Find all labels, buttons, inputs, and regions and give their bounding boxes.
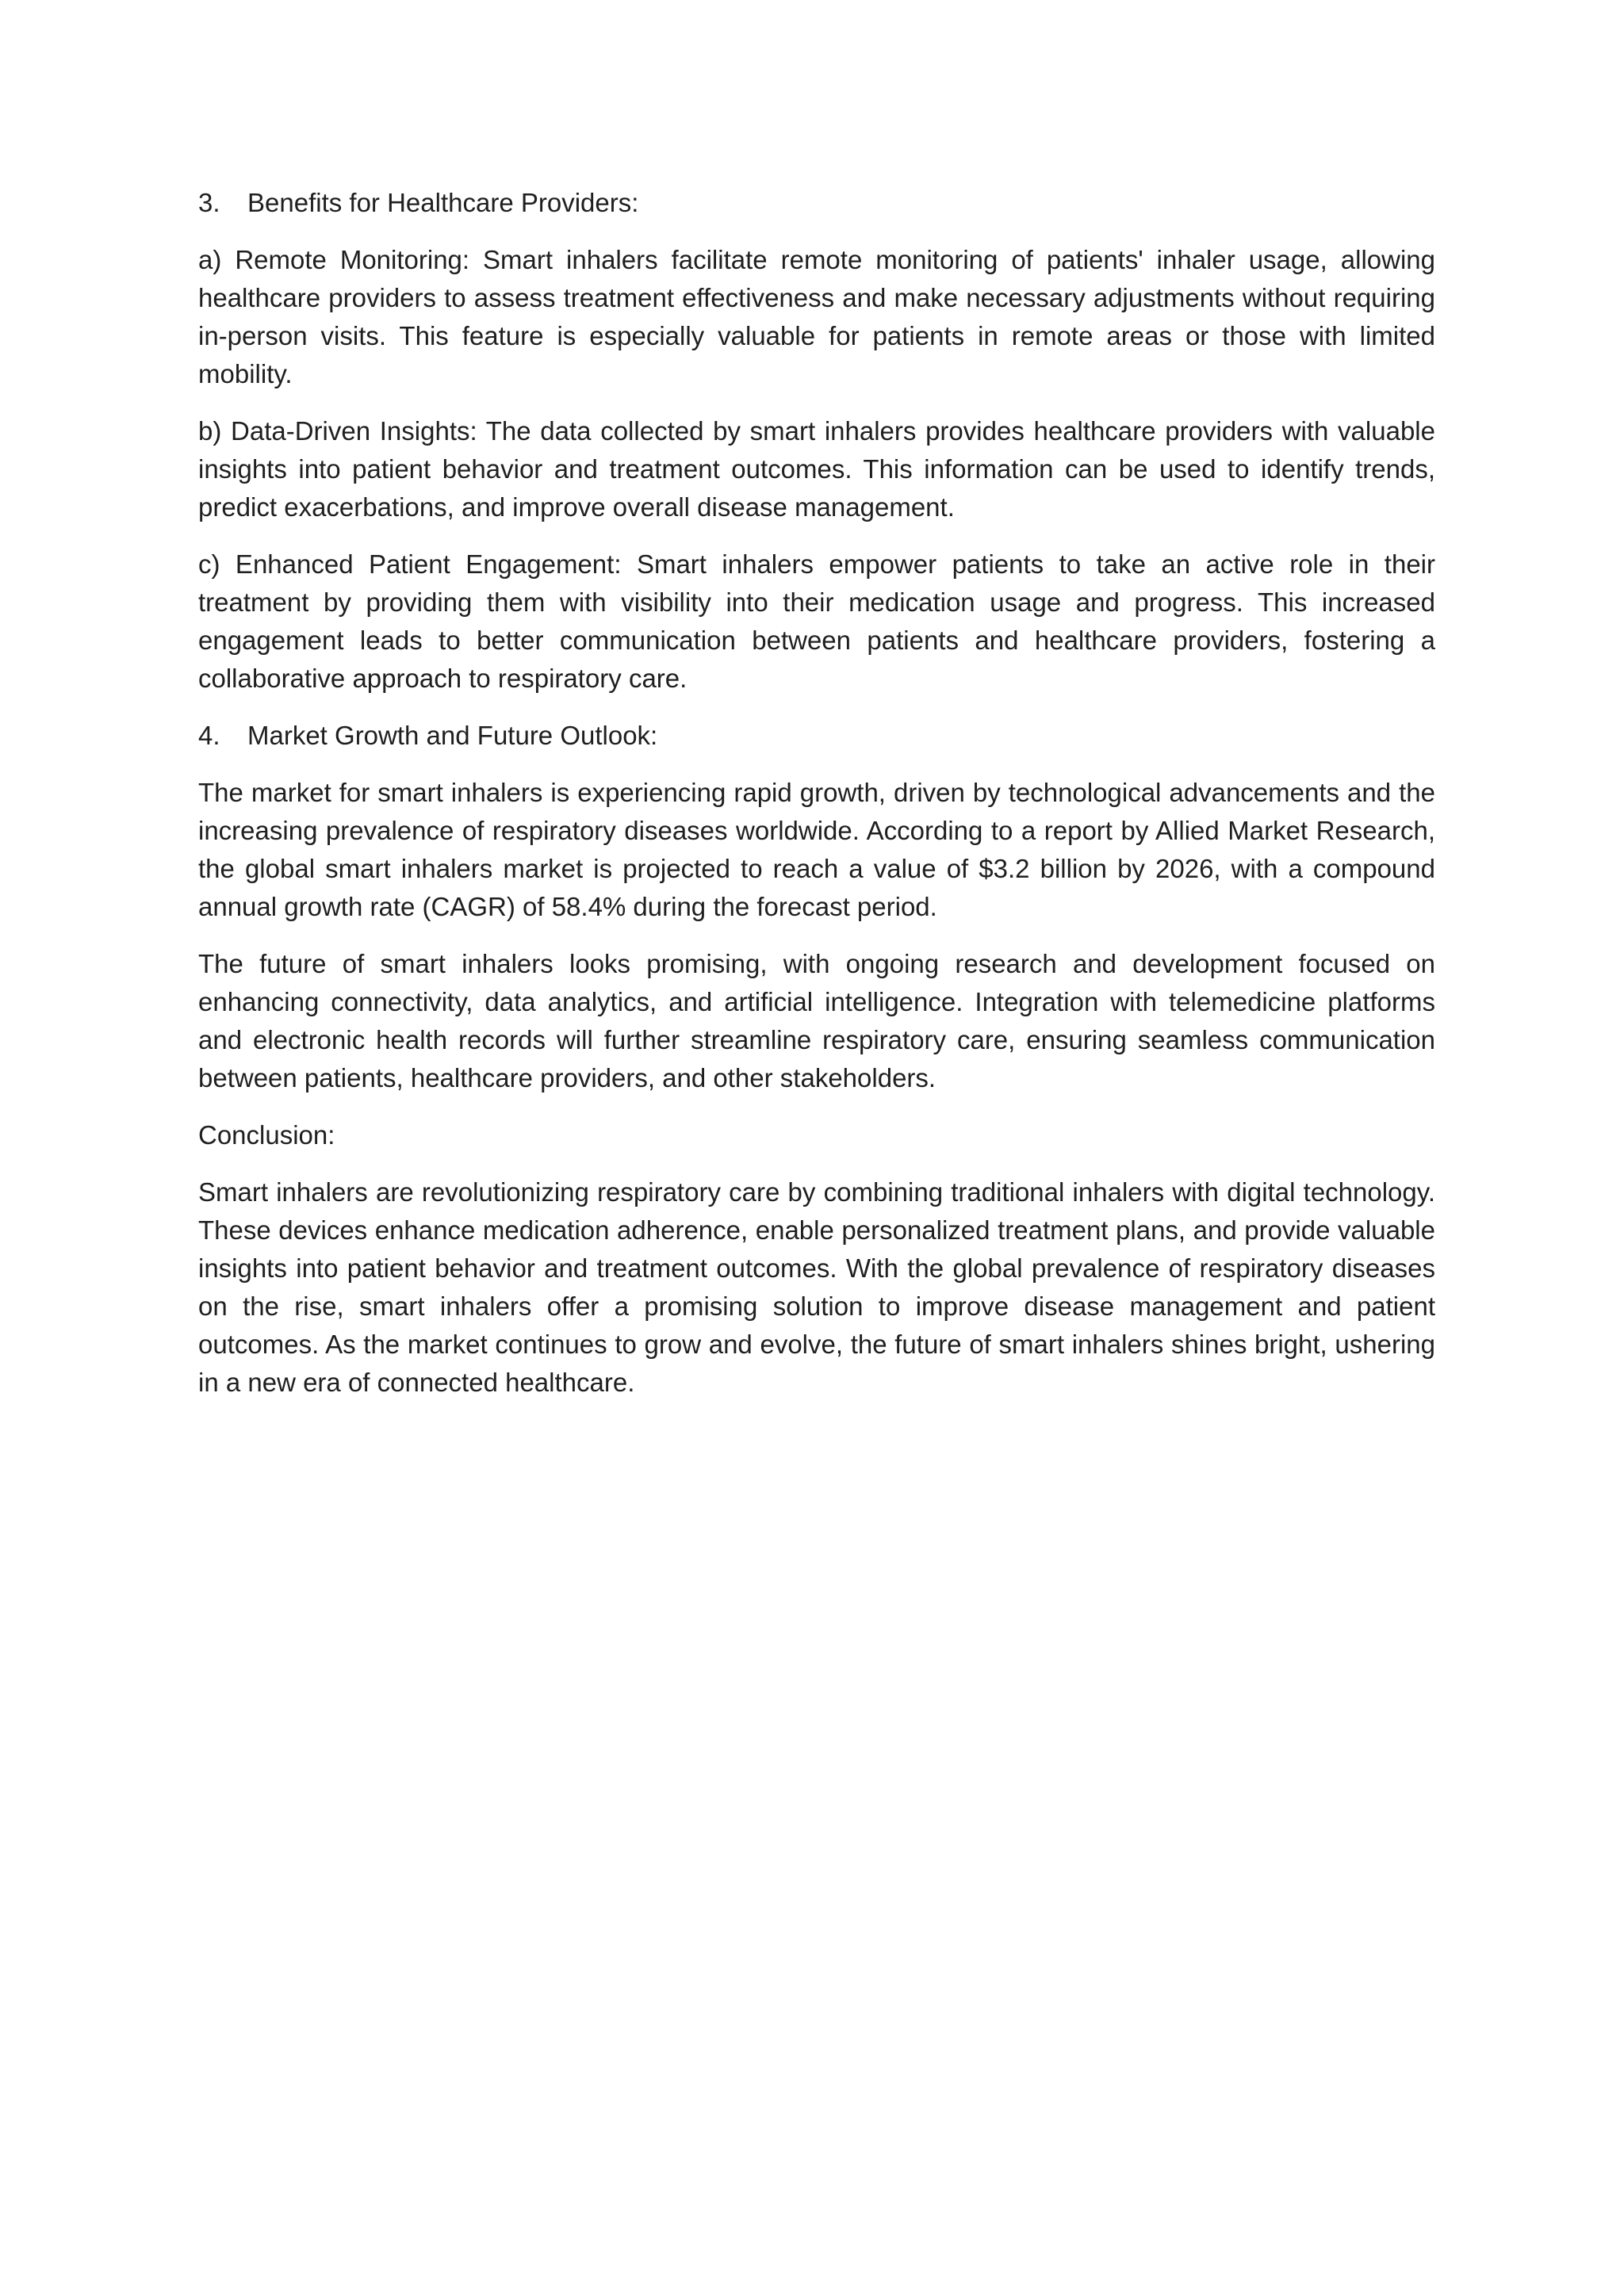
conclusion-label: Conclusion: — [198, 1120, 335, 1150]
paragraph-market: The market for smart inhalers is experiencing rapid growth, driven by technological advancements and the increasing prevalence of respiratory diseases worldwide. According to a report by Allied Market Research, the global smart inhalers market is projected to reach a value of $3.2 billion by 2026, with a compound annual growth rate (CAGR) of 58.4% during the forecast period. — [198, 778, 1435, 921]
paragraph-conclusion: Smart inhalers are revolutionizing respiratory care by combining traditional inhalers with digital technology. These devices enhance medication adherence, enable personalized treatment plans, and provide valuable insights into patient behavior and treatment outcomes. With the global prevalence of respiratory diseases on the rise, smart inhalers offer a promising solution to improve disease management and patient outcomes. As the market continues to grow and evolve, the future of smart inhalers shines bright, ushering in a new era of connected healthcare. — [198, 1177, 1435, 1397]
section-number: 4. — [198, 721, 220, 750]
paragraph-future: The future of smart inhalers looks promising, with ongoing research and development focused on enhancing connectivity, data analytics, and artificial intelligence. Integration with telemedicine platforms and electronic health records will further streamline respiratory care, ensuring seamless communication between patients, healthcare providers, and other stakeholders. — [198, 949, 1435, 1093]
section-number: 3. — [198, 188, 220, 217]
paragraph-patient-engagement: c) Enhanced Patient Engagement: Smart inhalers empower patients to take an active role in their treatment by providing them with visibility into their medication usage and progress. This increased engagement leads to better communication between patients and healthcare providers, fostering a collaborative approach to respiratory care. — [198, 549, 1435, 693]
paragraph-remote-monitoring: a) Remote Monitoring: Smart inhalers facilitate remote monitoring of patients' inhaler usage, allowing healthcare providers to assess treatment effectiveness and make necessary adjustments without requiring in-person visits. This feature is especially valuable for patients in remote areas or those with limited mobility. — [198, 245, 1435, 388]
document-body — [198, 184, 1435, 1421]
section-title: Benefits for Healthcare Providers: — [247, 188, 639, 217]
paragraph-data-driven-insights: b) Data-Driven Insights: The data collected by smart inhalers provides healthcare providers with valuable insights into patient behavior and treatment outcomes. This information can be used to identify trends, predict exacerbations, and improve overall disease management. — [198, 416, 1435, 522]
section-heading-market-growth — [198, 717, 1435, 755]
section-heading-benefits — [198, 184, 1435, 222]
section-title: Market Growth and Future Outlook: — [247, 721, 658, 750]
